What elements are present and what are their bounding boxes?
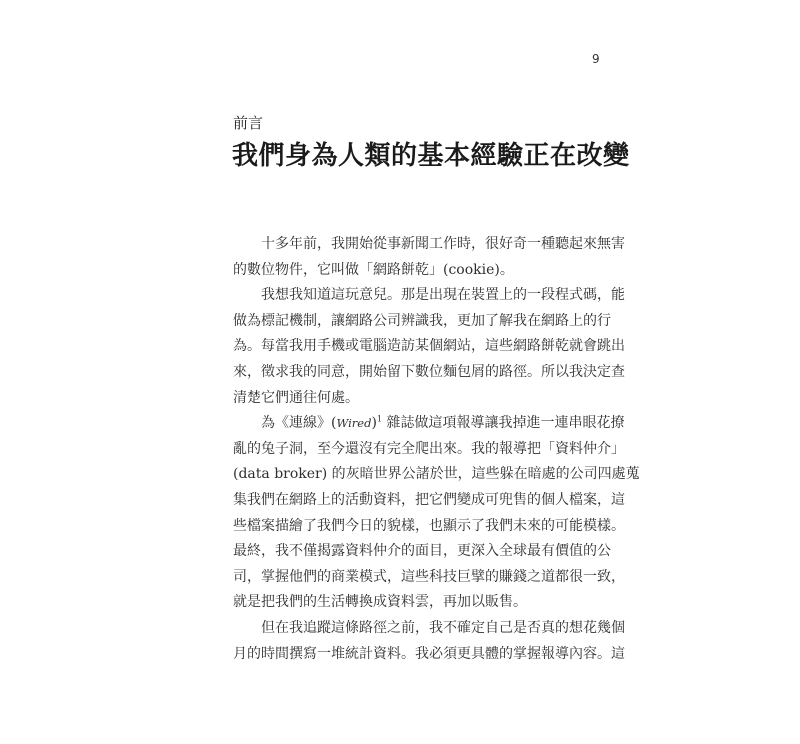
text-line: 集我們在網路上的活動資料，把它們變成可兜售的個人檔案，這 xyxy=(233,491,625,508)
text-line: 做為標記機制，讓網路公司辨識我，更加了解我在網路上的行 xyxy=(233,312,611,329)
paragraph xyxy=(233,616,625,667)
text-line: 月的時間撰寫一堆統計資料。我必須更具體的掌握報導內容。這 xyxy=(233,645,625,662)
text-line: 司，掌握他們的商業模式，這些科技巨擘的賺錢之道都很一致， xyxy=(233,568,625,585)
text-segment: ) xyxy=(371,415,377,432)
magazine-name: Wired xyxy=(336,416,372,431)
body-text xyxy=(233,232,640,667)
text-line: 但在我追蹤這條路徑之前，我不確定自己是否真的想花幾個 xyxy=(261,619,625,636)
footnote-marker: 1 xyxy=(376,414,382,424)
text-line xyxy=(233,411,625,437)
text-line: 亂的兔子洞，至今還沒有完全爬出來。我的報導把「資料仲介」 xyxy=(233,440,625,457)
section-label: 前言 xyxy=(233,114,264,132)
text-line: 最終，我不僅揭露資料仲介的面目，更深入全球最有價值的公 xyxy=(233,543,611,560)
text-line: 來，徵求我的同意，開始留下數位麵包屑的路徑。所以我決定查 xyxy=(233,363,625,380)
paragraph xyxy=(233,283,625,411)
paragraph xyxy=(233,232,625,283)
chapter-title: 我們身為人類的基本經驗正在改變 xyxy=(232,141,630,171)
text-line: 就是把我們的生活轉換成資料雲，再加以販售。 xyxy=(233,594,527,611)
text-segment: 為《連線》( xyxy=(261,415,337,432)
paragraph xyxy=(233,411,640,616)
text-line: 為。每當我用手機或電腦造訪某個網站，這些網路餅乾就會跳出 xyxy=(233,338,625,355)
text-line: (data broker) 的灰暗世界公諸於世，這些躲在暗處的公司四處蒐 xyxy=(233,466,640,483)
text-line: 些檔案描繪了我們今日的貌樣，也顯示了我們未來的可能模樣。 xyxy=(233,517,625,534)
text-line: 我想我知道這玩意兒。那是出現在裝置上的一段程式碼，能 xyxy=(261,287,625,304)
text-line: 清楚它們通往何處。 xyxy=(233,389,359,406)
text-line: 的數位物件，它叫做「網路餅乾」(cookie)。 xyxy=(233,261,514,278)
text-segment: 雜誌做這項報導讓我掉進一連串眼花撩 xyxy=(382,415,625,432)
text-line: 十多年前，我開始從事新聞工作時，很好奇一種聽起來無害 xyxy=(261,236,625,252)
page-number: 9 xyxy=(592,52,600,66)
